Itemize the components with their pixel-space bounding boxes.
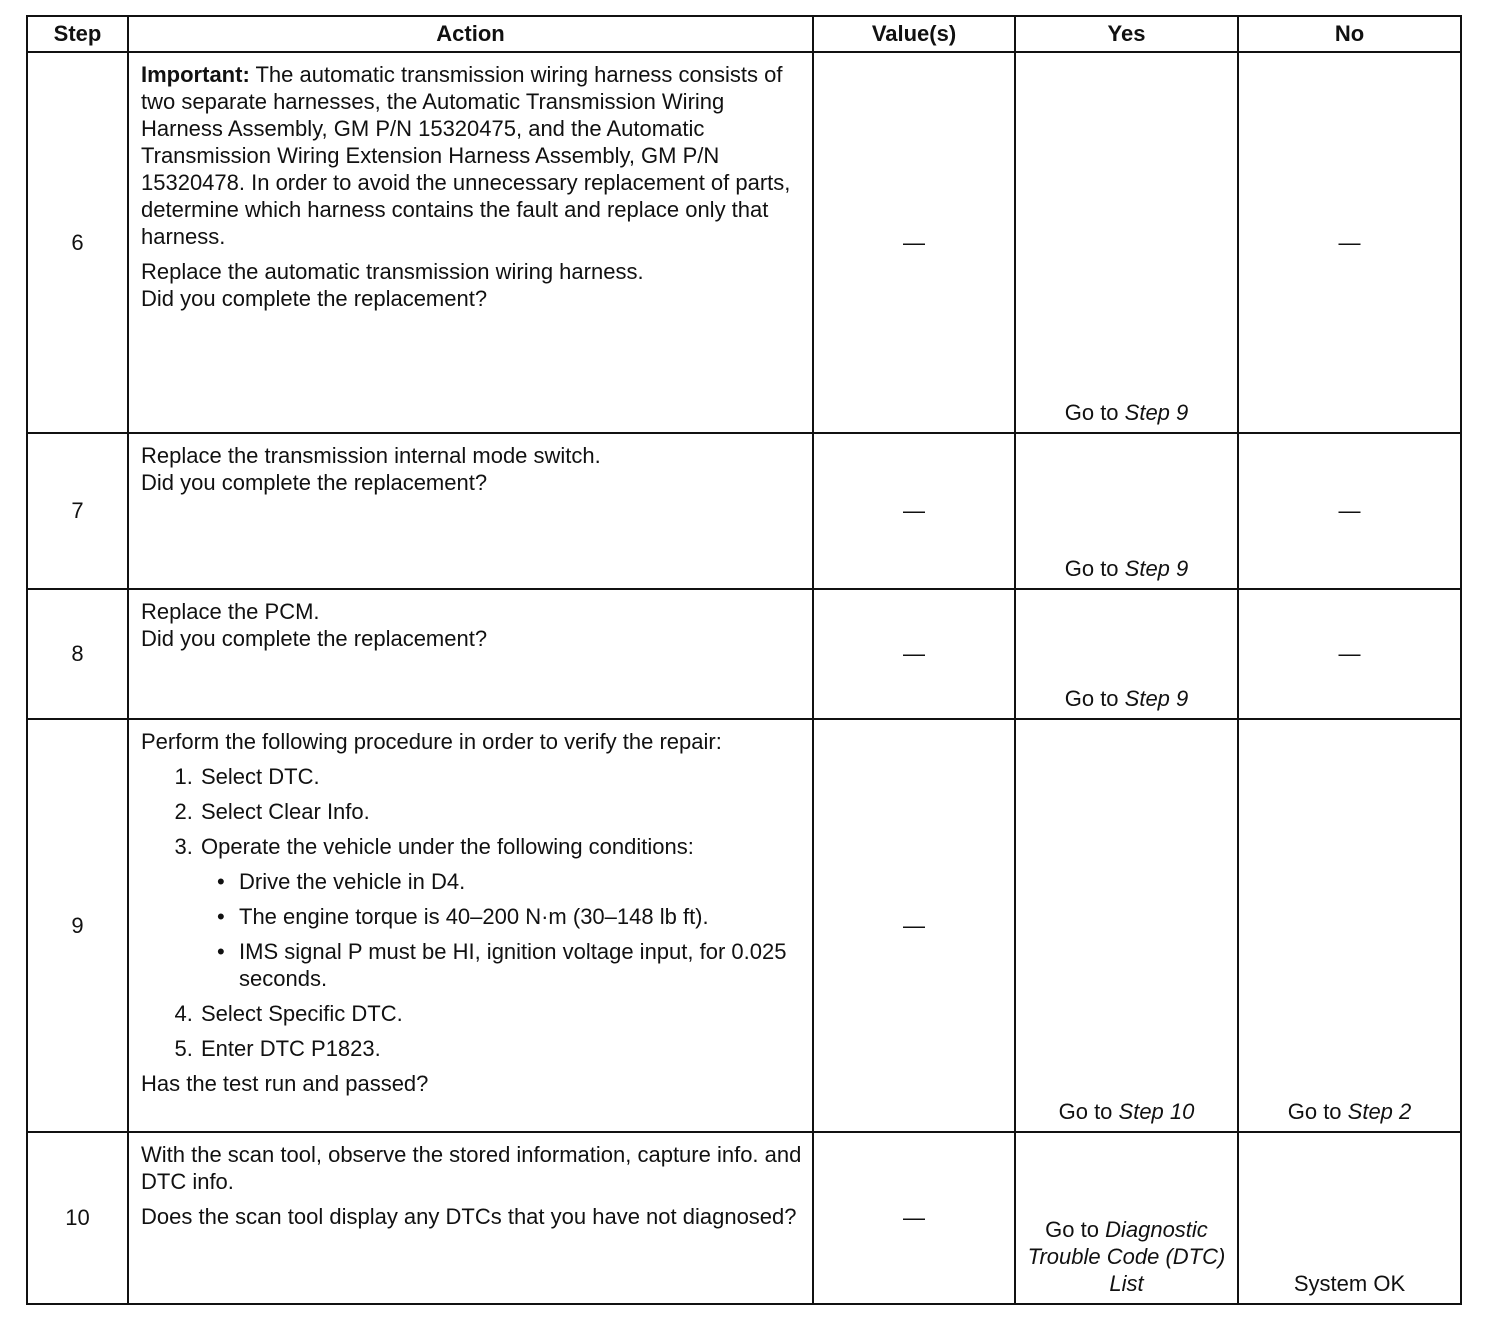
yes-cell (1015, 719, 1238, 1132)
yes-step-link[interactable]: Step 10 (1118, 1099, 1195, 1124)
yes-cell (1015, 52, 1238, 433)
yes-prefix: Go to (1064, 686, 1125, 711)
instruction-text: Replace the PCM. (141, 599, 320, 624)
yes-prefix: Go to (1064, 556, 1125, 581)
yes-cell (1015, 433, 1238, 589)
yes-cell (1015, 1132, 1238, 1304)
procedure-list (141, 763, 802, 1062)
table-row (27, 589, 1461, 719)
step-number: 8 (27, 589, 128, 719)
instruction-text: Replace the automatic transmission wiring harness. (141, 259, 644, 284)
important-label: Important: (141, 62, 250, 87)
list-item-text: Operate the vehicle under the following conditions: (201, 834, 694, 859)
value-cell: — (813, 433, 1015, 589)
action-cell (128, 1132, 813, 1304)
action-cell (128, 433, 813, 589)
yes-step-link[interactable]: Step 9 (1124, 400, 1189, 425)
question-text: Did you complete the replacement? (141, 286, 488, 311)
step-number: 7 (27, 433, 128, 589)
table-row (27, 1132, 1461, 1304)
yes-prefix: Go to (1045, 1217, 1106, 1242)
no-cell (1238, 719, 1461, 1132)
procedure-intro: Perform the following procedure in order to verify the repair: (141, 729, 722, 754)
question-text: Has the test run and passed? (141, 1071, 429, 1096)
header-no: No (1238, 16, 1461, 52)
table-row (27, 719, 1461, 1132)
action-cell (128, 719, 813, 1132)
list-item (199, 833, 802, 992)
question-text: Does the scan tool display any DTCs that you have not diagnosed? (141, 1204, 797, 1229)
list-item: • The engine torque is 40–200 N·m (30–148 lb ft). (237, 903, 802, 930)
no-cell (1238, 589, 1461, 719)
no-cell: System OK (1238, 1132, 1461, 1304)
no-dash: — (1338, 498, 1361, 523)
no-cell (1238, 52, 1461, 433)
value-cell: — (813, 52, 1015, 433)
yes-step-link[interactable]: Step 9 (1124, 556, 1189, 581)
important-note (141, 61, 802, 250)
header-step: Step (27, 16, 128, 52)
action-cell (128, 589, 813, 719)
diagnostic-table (26, 15, 1462, 1305)
yes-step-link[interactable]: Step 9 (1124, 686, 1189, 711)
header-row (27, 16, 1461, 52)
list-item: 4. Select Specific DTC. (199, 1000, 802, 1027)
question-text: Did you complete the replacement? (141, 626, 488, 651)
step-number: 6 (27, 52, 128, 433)
header-values: Value(s) (813, 16, 1015, 52)
table-row (27, 433, 1461, 589)
value-cell: — (813, 589, 1015, 719)
list-item: • IMS signal P must be HI, ignition voltage input, for 0.025 seconds. (237, 938, 802, 992)
header-yes: Yes (1015, 16, 1238, 52)
list-item: 5. Enter DTC P1823. (199, 1035, 802, 1062)
no-cell (1238, 433, 1461, 589)
instruction-text: Replace the transmission internal mode switch. (141, 443, 601, 468)
action-cell (128, 52, 813, 433)
value-cell: — (813, 1132, 1015, 1304)
list-item: 1. Select DTC. (199, 763, 802, 790)
no-dash: — (1338, 641, 1361, 666)
important-text: The automatic transmission wiring harness consists of two separate harnesses, the Automatic Transmission Wiring Harness Assembly, GM P/N 15320475, and the Automatic Transmission Wiring Extension Harness Assembly, GM P/N 15320478. In order to avoid the unnecessary replacement of parts, determine which harness contains the fault and replace only that harness. (141, 62, 791, 249)
question-text: Did you complete the replacement? (141, 470, 488, 495)
no-step-link[interactable]: Step 2 (1347, 1099, 1412, 1124)
list-item: • Drive the vehicle in D4. (237, 868, 802, 895)
yes-cell (1015, 589, 1238, 719)
yes-prefix: Go to (1064, 400, 1125, 425)
no-prefix: Go to (1287, 1099, 1348, 1124)
header-action: Action (128, 16, 813, 52)
table-row (27, 52, 1461, 433)
yes-dtc-link[interactable]: Diagnostic Trouble Code (DTC) List (1027, 1217, 1226, 1296)
list-item: 2. Select Clear Info. (199, 798, 802, 825)
conditions-list (201, 868, 802, 992)
yes-prefix: Go to (1058, 1099, 1119, 1124)
step-number: 9 (27, 719, 128, 1132)
no-dash: — (1338, 229, 1361, 255)
value-cell: — (813, 719, 1015, 1132)
instruction-text: With the scan tool, observe the stored information, capture info. and DTC info. (141, 1142, 802, 1194)
step-number: 10 (27, 1132, 128, 1304)
